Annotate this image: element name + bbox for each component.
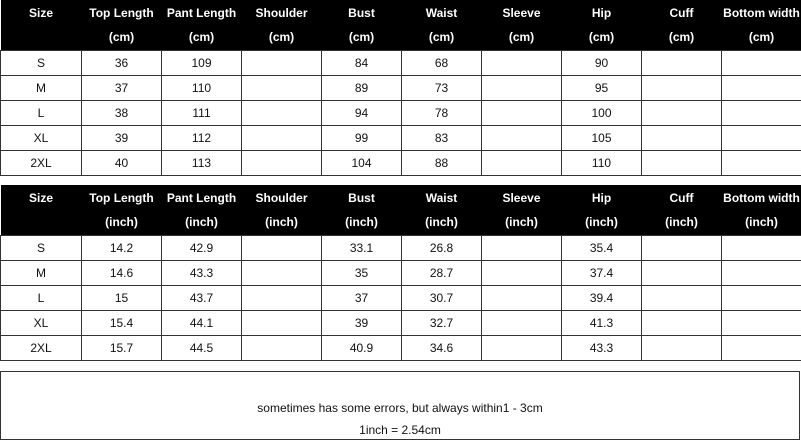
table-cell: 83 (402, 125, 482, 150)
table-cell: 35.4 (562, 235, 642, 260)
table-cell: 32.7 (402, 310, 482, 335)
unit-label: (inch) (562, 210, 642, 235)
table-cell (482, 335, 562, 360)
table-row (1, 75, 801, 100)
table-cell (722, 335, 801, 360)
table-cell: 40 (82, 150, 162, 175)
table-cell: 100 (562, 100, 642, 125)
table-cell: 68 (402, 50, 482, 75)
table-cell (242, 150, 322, 175)
table-cell (722, 235, 801, 260)
unit-label: (inch) (322, 210, 402, 235)
unit-label: (inch) (162, 210, 242, 235)
table-body-cm (1, 50, 801, 175)
size-cell: S (1, 235, 82, 260)
size-cell: 2XL (1, 335, 82, 360)
col-header-bust: Bust (322, 0, 402, 25)
unit-label: (cm) (562, 25, 642, 50)
col-header-bust: Bust (322, 185, 402, 210)
table-cell (642, 310, 722, 335)
table-cell (722, 285, 801, 310)
col-header-top-length: Top Length (82, 185, 162, 210)
table-cell (642, 150, 722, 175)
unit-label: (inch) (722, 210, 801, 235)
table-body-inch (1, 235, 801, 360)
col-header-bottom-width: Bottom width (722, 0, 801, 25)
table-cell (242, 310, 322, 335)
size-table-inch (0, 185, 801, 361)
table-cell (482, 235, 562, 260)
table-cell: 78 (402, 100, 482, 125)
table-cell: 40.9 (322, 335, 402, 360)
table-cell: 39 (322, 310, 402, 335)
table-cell: 43.3 (562, 335, 642, 360)
col-header-bottom-width: Bottom width (722, 185, 801, 210)
table-cell (482, 50, 562, 75)
header-names-row (1, 185, 801, 210)
table-cell (482, 285, 562, 310)
table-cell (242, 125, 322, 150)
col-header-cuff: Cuff (642, 0, 722, 25)
size-cell: XL (1, 310, 82, 335)
table-cell (242, 335, 322, 360)
measurement-note (0, 371, 800, 440)
table-cell (722, 125, 801, 150)
table-cell (722, 150, 801, 175)
col-header-top-length: Top Length (82, 0, 162, 25)
unit-label: (cm) (162, 25, 242, 50)
table-cell: 95 (562, 75, 642, 100)
table-cell: 33.1 (322, 235, 402, 260)
col-header-sleeve: Sleeve (482, 0, 562, 25)
table-cell: 39 (82, 125, 162, 150)
table-cell: 35 (322, 260, 402, 285)
table-row (1, 50, 801, 75)
table-cell: 42.9 (162, 235, 242, 260)
table-cell (722, 100, 801, 125)
table-cell (482, 100, 562, 125)
table-cell (642, 75, 722, 100)
unit-label-empty (1, 25, 82, 50)
table-cell (642, 260, 722, 285)
table-cell: 109 (162, 50, 242, 75)
table-row (1, 260, 801, 285)
table-cell: 39.4 (562, 285, 642, 310)
note-error-text: sometimes has some errors, but always within1 - 3cm (257, 401, 543, 415)
col-header-cuff: Cuff (642, 185, 722, 210)
col-header-pant-length: Pant Length (162, 0, 242, 25)
col-header-waist: Waist (402, 185, 482, 210)
table-cell (242, 285, 322, 310)
table-cell: 84 (322, 50, 402, 75)
unit-label: (inch) (482, 210, 562, 235)
table-cell: 88 (402, 150, 482, 175)
table-cell: 110 (562, 150, 642, 175)
unit-label: (cm) (402, 25, 482, 50)
table-cell: 14.6 (82, 260, 162, 285)
header-names-row (1, 0, 801, 25)
table-cell (242, 75, 322, 100)
size-cell: M (1, 75, 82, 100)
table-cell: 15 (82, 285, 162, 310)
table-cell (642, 125, 722, 150)
table-cell: 30.7 (402, 285, 482, 310)
size-cell: 2XL (1, 150, 82, 175)
table-cell (722, 310, 801, 335)
header-units-row (1, 210, 801, 235)
unit-label: (cm) (722, 25, 801, 50)
table-cell: 112 (162, 125, 242, 150)
table-cell: 44.5 (162, 335, 242, 360)
table-cell (642, 100, 722, 125)
table-cell (242, 50, 322, 75)
col-header-hip: Hip (562, 185, 642, 210)
table-cell: 94 (322, 100, 402, 125)
table-cell: 28.7 (402, 260, 482, 285)
size-cell: S (1, 50, 82, 75)
table-cell (482, 75, 562, 100)
table-cell: 38 (82, 100, 162, 125)
table-cell: 34.6 (402, 335, 482, 360)
table-cell: 41.3 (562, 310, 642, 335)
table-cell (722, 75, 801, 100)
table-cell: 105 (562, 125, 642, 150)
table-row (1, 150, 801, 175)
table-cell (482, 125, 562, 150)
col-header-pant-length: Pant Length (162, 185, 242, 210)
size-cell: M (1, 260, 82, 285)
table-header-cm (1, 0, 801, 50)
table-cell: 15.7 (82, 335, 162, 360)
col-header-size: Size (1, 185, 82, 210)
col-header-shoulder: Shoulder (242, 0, 322, 25)
table-cell: 37.4 (562, 260, 642, 285)
table-cell: 36 (82, 50, 162, 75)
table-cell (642, 235, 722, 260)
table-cell (722, 50, 801, 75)
unit-label: (inch) (242, 210, 322, 235)
unit-label: (inch) (642, 210, 722, 235)
unit-label: (cm) (242, 25, 322, 50)
table-cell: 113 (162, 150, 242, 175)
size-cell: L (1, 285, 82, 310)
header-units-row (1, 25, 801, 50)
unit-label: (cm) (82, 25, 162, 50)
table-row (1, 285, 801, 310)
table-cell (242, 260, 322, 285)
table-cell: 15.4 (82, 310, 162, 335)
table-cell: 37 (82, 75, 162, 100)
col-header-sleeve: Sleeve (482, 185, 562, 210)
size-table-cm (0, 0, 801, 176)
unit-label: (cm) (482, 25, 562, 50)
unit-label-empty (1, 210, 82, 235)
table-cell (642, 285, 722, 310)
table-row (1, 310, 801, 335)
table-cell (642, 50, 722, 75)
table-header-inch (1, 185, 801, 235)
col-header-hip: Hip (562, 0, 642, 25)
col-header-size: Size (1, 0, 82, 25)
table-cell (642, 335, 722, 360)
table-cell: 90 (562, 50, 642, 75)
table-cell: 89 (322, 75, 402, 100)
unit-label: (inch) (402, 210, 482, 235)
table-cell (722, 260, 801, 285)
size-cell: L (1, 100, 82, 125)
table-cell: 43.3 (162, 260, 242, 285)
table-cell: 99 (322, 125, 402, 150)
table-cell: 110 (162, 75, 242, 100)
table-cell (242, 100, 322, 125)
unit-label: (cm) (642, 25, 722, 50)
table-row (1, 125, 801, 150)
table-cell (482, 260, 562, 285)
table-cell: 104 (322, 150, 402, 175)
table-cell (482, 150, 562, 175)
unit-label: (inch) (82, 210, 162, 235)
note-conversion-text: 1inch = 2.54cm (359, 423, 441, 437)
table-row (1, 335, 801, 360)
table-cell (242, 235, 322, 260)
table-cell: 43.7 (162, 285, 242, 310)
table-cell: 37 (322, 285, 402, 310)
unit-label: (cm) (322, 25, 402, 50)
table-row (1, 235, 801, 260)
table-row (1, 100, 801, 125)
table-cell: 73 (402, 75, 482, 100)
table-cell: 26.8 (402, 235, 482, 260)
table-cell (482, 310, 562, 335)
col-header-waist: Waist (402, 0, 482, 25)
col-header-shoulder: Shoulder (242, 185, 322, 210)
table-cell: 14.2 (82, 235, 162, 260)
table-cell: 44.1 (162, 310, 242, 335)
size-cell: XL (1, 125, 82, 150)
table-cell: 111 (162, 100, 242, 125)
